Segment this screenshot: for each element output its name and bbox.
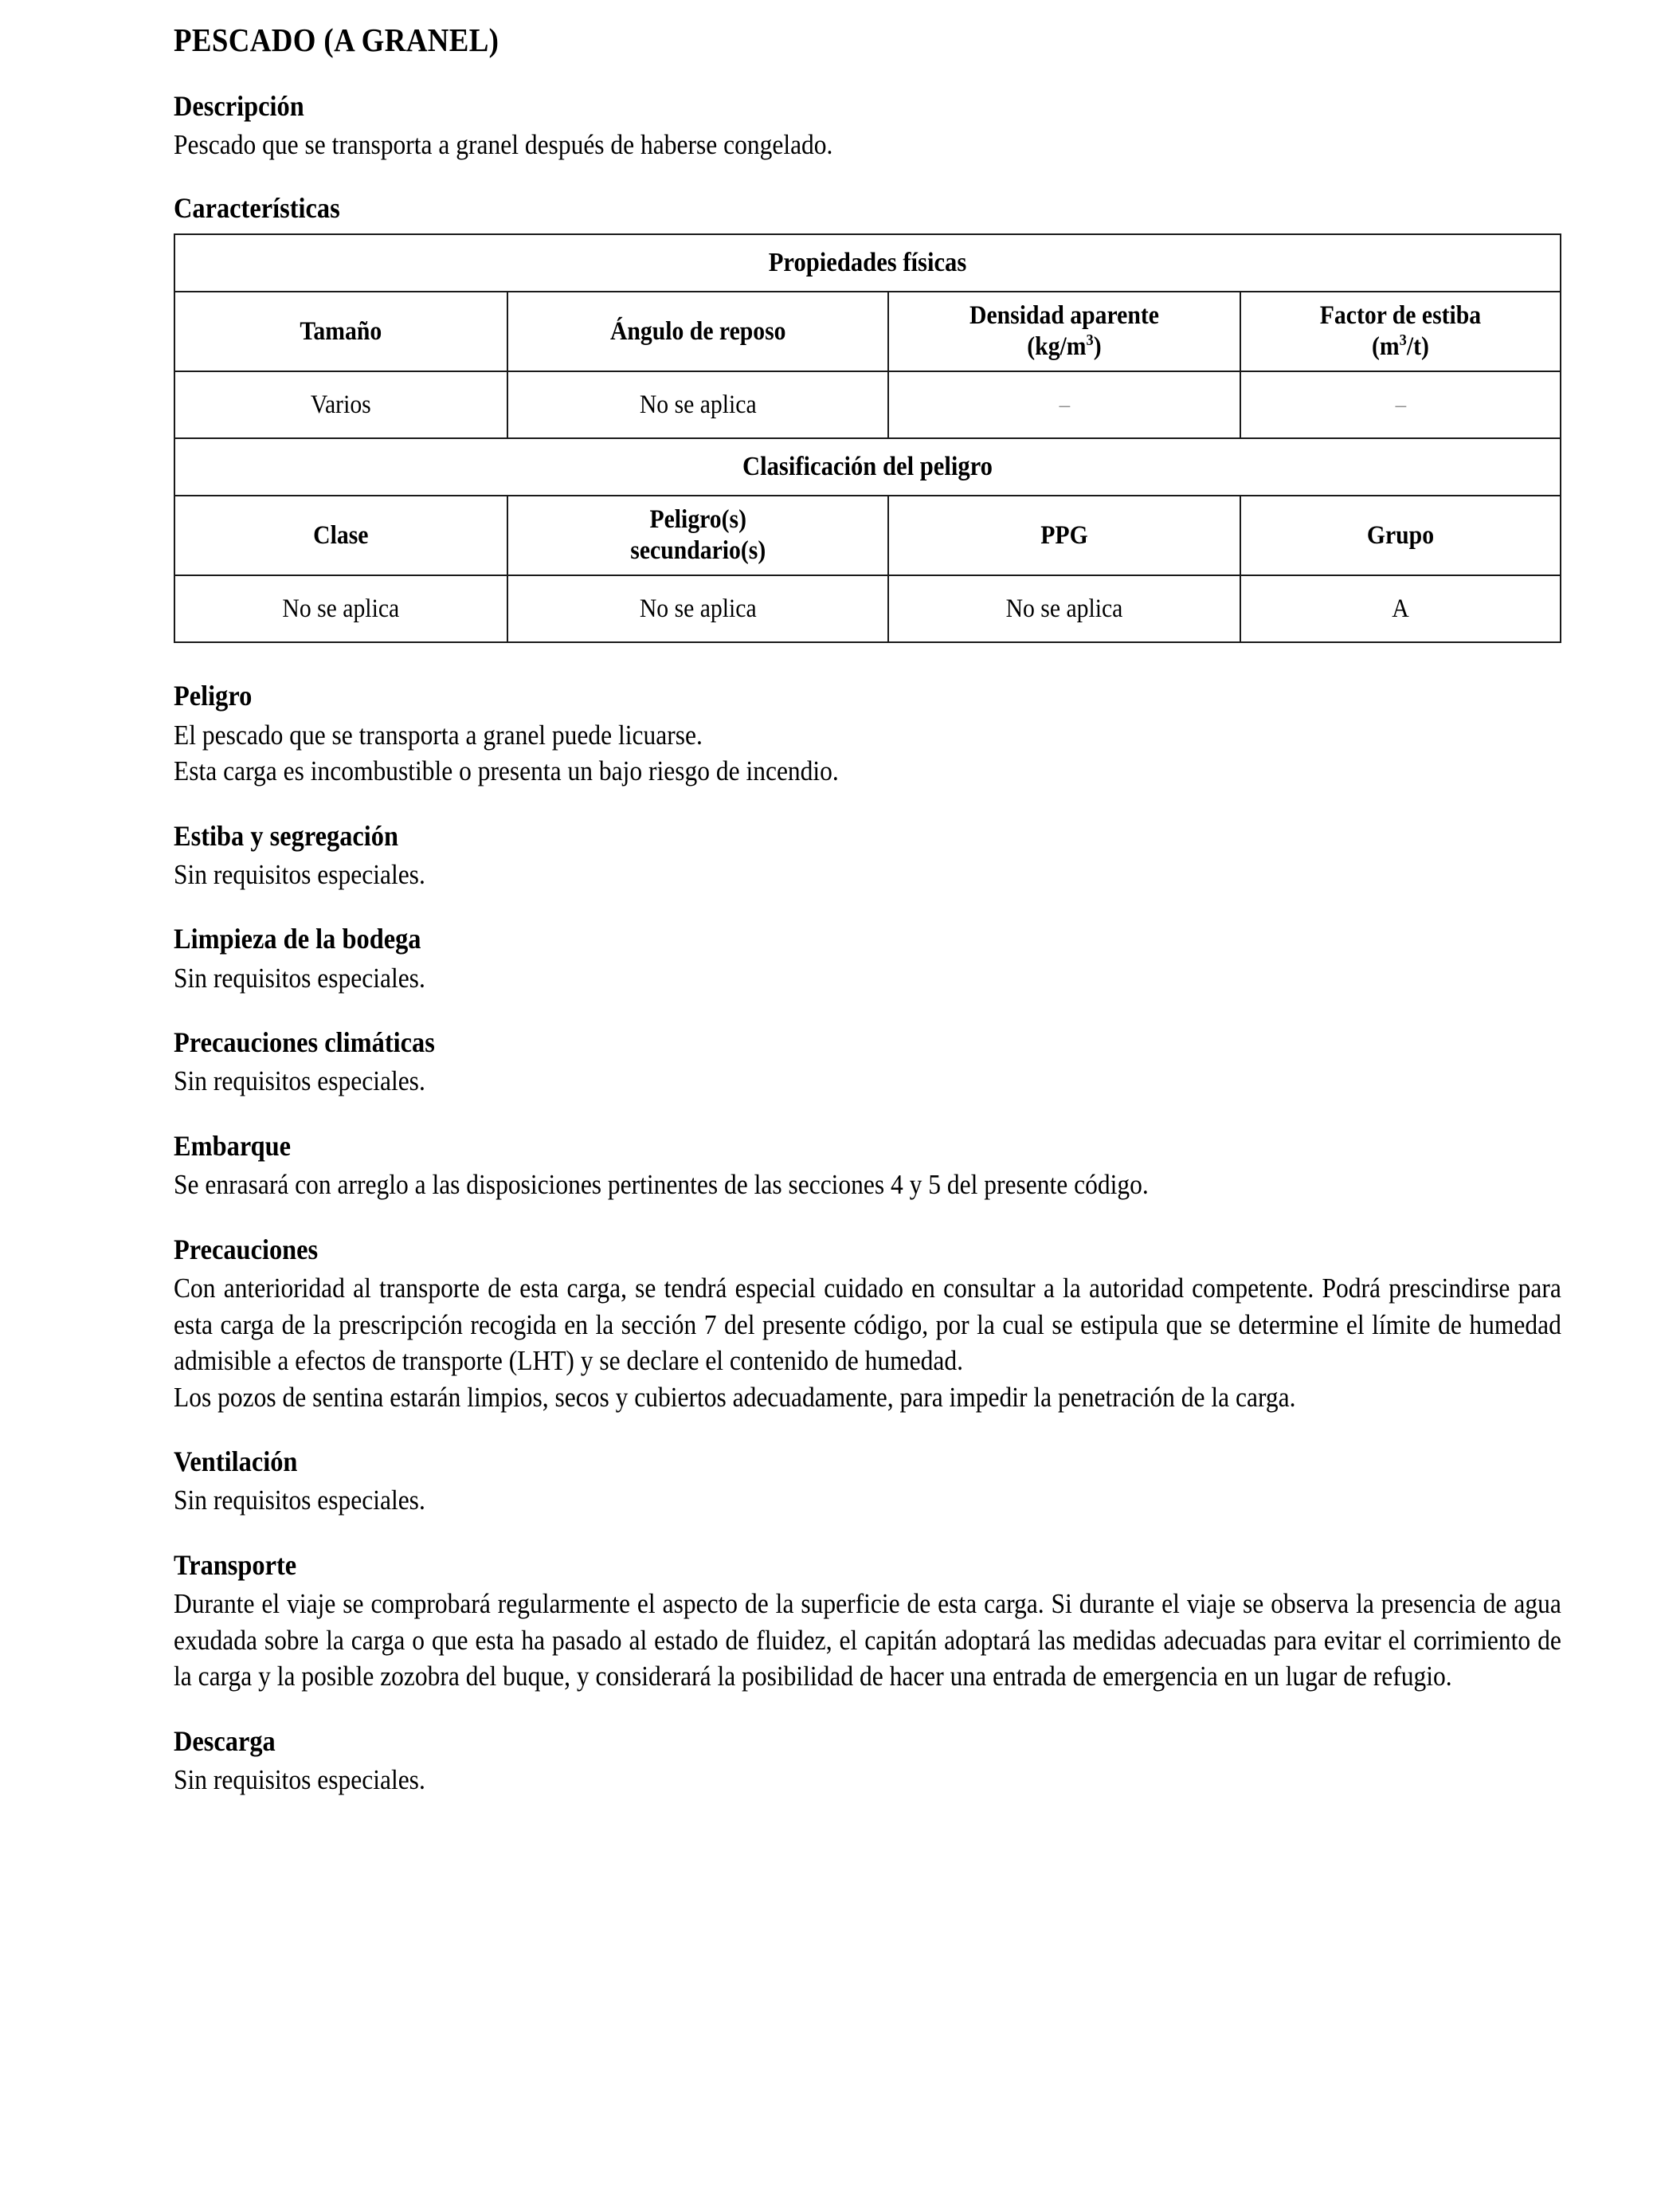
table-cell-class-value: [174, 575, 507, 642]
table-band-hazard-label: Clasificación del peligro: [742, 452, 993, 482]
section-paragraph: Durante el viaje se comprobará regularmente el aspecto de la superficie de esta carga. Si durante el viaje se observa la presencia de agua exudada sobre la carga o que esta ha pasado al estado de fluidez, el capitán adoptará las medidas adecuadas para evitar el corrimiento de la carga y la posible zozobra del buque, y considerará la posibilidad de hacer una entrada de emergencia en un lugar de refugio.: [174, 1588, 1561, 1692]
section-heading-peligro: Peligro: [174, 680, 253, 712]
section-caracteristicas: [174, 192, 1561, 224]
table-header-subsidiary-line2: secundario(s): [629, 536, 766, 566]
table-header-group-label: Grupo: [1366, 520, 1435, 550]
section-paragraph: Sin requisitos especiales.: [174, 1065, 425, 1097]
section-descripcion: [174, 90, 1561, 163]
table-header-angle-label: Ángulo de reposo: [609, 316, 786, 346]
section-heading-embarque: Embarque: [174, 1129, 292, 1162]
table-cell-class-text: No se aplica: [282, 594, 400, 623]
table-cell-subsidiary-value: [507, 575, 889, 642]
table-header-stowage-label: Factor de estiba: [1319, 301, 1482, 331]
section-heading-descarga: Descarga: [174, 1724, 276, 1757]
table-header-bulk-density: [888, 292, 1240, 371]
section-heading-limpieza-de-la-bodega: Limpieza de la bodega: [174, 923, 421, 955]
table-row-hazard-values: [174, 575, 1561, 642]
table-header-density-unit-exponent: 3: [1086, 331, 1094, 350]
table-row-physical-band: [174, 234, 1561, 292]
section-paragraph: Los pozos de sentina estarán limpios, secos y cubiertos adecuadamente, para impedir la penetración de la carga.: [174, 1381, 1296, 1413]
table-cell-group-text: A: [1392, 594, 1409, 623]
section-paragraph: El pescado que se transporta a granel puede licuarse.: [174, 719, 703, 751]
section-heading-estiba-y-segregacion: Estiba y segregación: [174, 819, 399, 852]
table-cell-size-text: Varios: [310, 390, 371, 419]
table-header-mhb: [888, 496, 1240, 575]
table-band-hazard: [174, 438, 1561, 496]
table-cell-stowage-value: [1240, 371, 1561, 438]
page-title: PESCADO (A GRANEL): [174, 22, 499, 58]
section-paragraph: Sin requisitos especiales.: [174, 858, 425, 890]
section-heading-caracteristicas: Características: [174, 191, 340, 224]
section-paragraph: Esta carga es incombustible o presenta un bajo riesgo de incendio.: [174, 755, 839, 787]
section-limpieza-de-la-bodega: [174, 923, 1561, 996]
characteristics-table-wrapper: [174, 233, 1561, 643]
table-band-physical: [174, 234, 1561, 292]
table-row-physical-headers: [174, 292, 1561, 371]
table-band-physical-label: Propiedades físicas: [768, 248, 967, 278]
table-header-stowage-unit-open: (m: [1372, 332, 1400, 362]
section-precauciones: [174, 1233, 1561, 1415]
section-heading-transporte: Transporte: [174, 1548, 297, 1581]
table-cell-group-value: [1240, 575, 1561, 642]
table-header-group: [1240, 496, 1561, 575]
table-cell-mhb-text: No se aplica: [1005, 594, 1123, 623]
section-transporte: [174, 1549, 1561, 1695]
table-header-stowage-factor: [1240, 292, 1561, 371]
section-paragraph: Sin requisitos especiales.: [174, 1764, 425, 1796]
section-paragraph: Sin requisitos especiales.: [174, 962, 425, 994]
section-heading-descripcion: Descripción: [174, 90, 304, 123]
section-paragraph: Con anterioridad al transporte de esta carga, se tendrá especial cuidado en consultar a la autoridad competente. Podrá prescindirse para esta carga de la prescripción recogida en la sección 7 del presente código, por la cual se estipula que se determine el límite de humedad admisible a efectos de transporte (LHT) y se declare el contenido de humedad.: [174, 1273, 1561, 1377]
section-paragraph: Se enrasará con arreglo a las disposiciones pertinentes de las secciones 4 y 5 del presente código.: [174, 1169, 1149, 1201]
table-header-angle-of-repose: [507, 292, 889, 371]
table-header-subsidiary-hazards: [507, 496, 889, 575]
section-peligro: [174, 680, 1561, 789]
table-cell-angle-text: No se aplica: [639, 390, 757, 419]
section-descarga: [174, 1725, 1561, 1798]
section-paragraph: Pescado que se transporta a granel después de haberse congelado.: [174, 129, 833, 161]
table-row-physical-values: [174, 371, 1561, 438]
table-header-subsidiary-line1: Peligro(s): [649, 505, 746, 535]
table-cell-subsidiary-text: No se aplica: [639, 594, 757, 623]
table-cell-angle-value: [507, 371, 889, 438]
section-paragraph: Sin requisitos especiales.: [174, 1484, 425, 1516]
section-heading-precauciones-climaticas: Precauciones climáticas: [174, 1026, 435, 1059]
table-header-size: [174, 292, 507, 371]
table-row-hazard-band: [174, 438, 1561, 496]
section-precauciones-climaticas: [174, 1026, 1561, 1100]
table-cell-density-value: [888, 371, 1240, 438]
table-header-density-unit-open: (kg/m: [1027, 332, 1087, 362]
table-header-class-label: Clase: [313, 520, 369, 550]
section-ventilacion: [174, 1445, 1561, 1519]
table-cell-mhb-value: [888, 575, 1240, 642]
section-heading-ventilacion: Ventilación: [174, 1445, 298, 1478]
table-row-hazard-headers: [174, 496, 1561, 575]
table-cell-density-text: –: [1059, 391, 1070, 418]
table-header-density-label: Densidad aparente: [969, 301, 1160, 331]
table-cell-size-value: [174, 371, 507, 438]
table-header-size-label: Tamaño: [300, 316, 382, 346]
section-estiba-y-segregacion: [174, 820, 1561, 893]
table-header-density-unit-close: ): [1093, 332, 1102, 362]
section-embarque: [174, 1130, 1561, 1203]
table-header-mhb-label: PPG: [1040, 520, 1088, 550]
characteristics-table: [174, 233, 1561, 643]
section-heading-precauciones: Precauciones: [174, 1233, 319, 1265]
table-header-stowage-unit-close: /t): [1406, 332, 1429, 362]
table-cell-stowage-text: –: [1395, 391, 1406, 418]
table-header-stowage-unit-exponent: 3: [1399, 331, 1407, 350]
table-header-class: [174, 496, 507, 575]
